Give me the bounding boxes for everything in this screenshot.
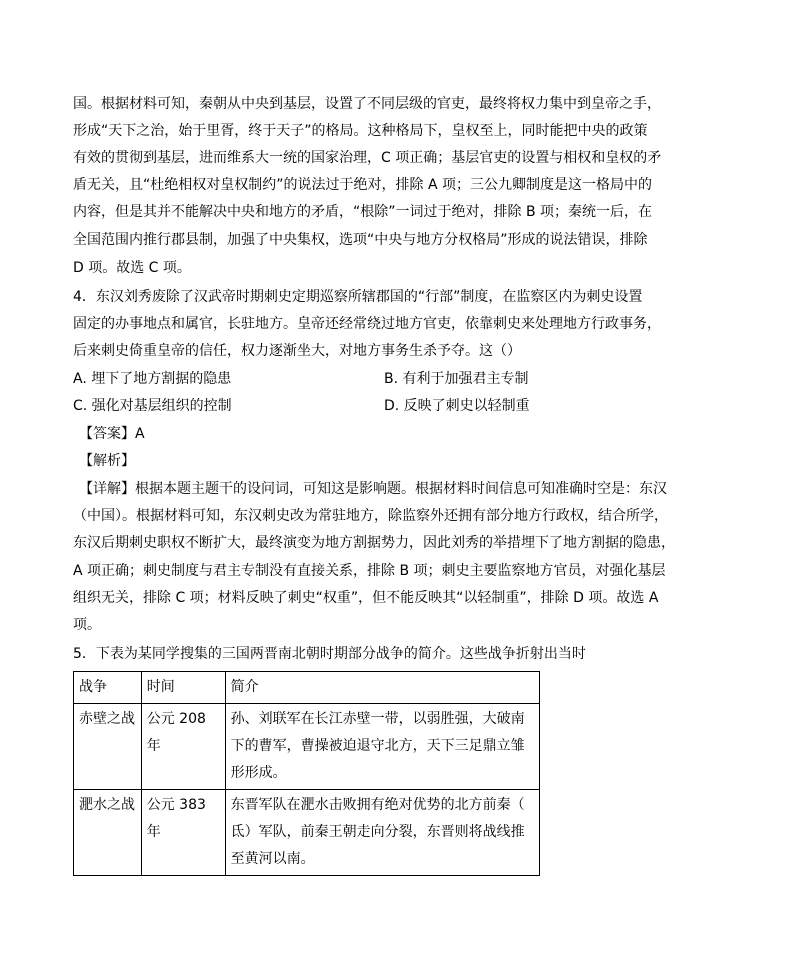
table-cell-war: 淝水之战 (74, 790, 142, 876)
intro-line: 下的曹军，曹操被迫退守北方，天下三足鼎立雏 (230, 738, 525, 754)
text-line: 内容，但是其并不能解决中央和地方的矛盾，“根除”一词过于绝对，排除 B 项；秦统一后，在 (73, 204, 653, 220)
question-stem: 后来刺史倚重皇帝的信任，权力逐渐坐大，对地方事务生杀予夺。这（） (73, 343, 521, 359)
intro-line: 至黄河以南。 (230, 851, 315, 867)
text-line: D 项。故选 C 项。 (73, 260, 191, 276)
intro-line: 孙、刘联军在长江赤壁一带，以弱胜强，大破南 (230, 711, 525, 727)
text-line: 形成“天下之治，始于里胥，终于天子”的格局。这种格局下，皇权至上，同时能把中央的政策 (73, 123, 648, 139)
text-line: 国。根据材料可知，秦朝从中央到基层，设置了不同层级的官吏，最终将权力集中到皇帝之手， (73, 96, 661, 112)
answer-label: 【答案】A (79, 426, 145, 442)
text-line: 有效的贯彻到基层，进而维系大一统的国家治理，C 项正确；基层官吏的设置与相权和皇权的矛 (73, 150, 662, 166)
detail-line: 【详解】根据本题主题干的设问词，可知这是影响题。根据材料时间信息可知准确时空是：东汉 (79, 481, 667, 497)
intro-line: 形形成。 (230, 765, 287, 781)
detail-line: 组织无关，排除 C 项；材料反映了刺史“权重”，但不能反映其“以轻制重”，排除 D 项。故选 A (73, 590, 659, 606)
text-line: 盾无关，且“杜绝相权对皇权制约”的说法过于绝对，排除 A 项；三公九卿制度是这一格局中的 (73, 177, 652, 193)
option-c: C. 强化对基层组织的控制 (73, 398, 232, 414)
detail-line: 项。 (73, 617, 101, 633)
table-cell-war: 赤壁之战 (74, 704, 142, 790)
detail-line: （中国）。根据材料可知，东汉刺史改为常驻地方，除监察外还拥有部分地方行政权，结合所学， (73, 508, 668, 524)
table-cell-time: 公元 208 年 (141, 704, 225, 790)
table-cell-intro (225, 790, 539, 876)
text-line: 全国范围内推行郡县制，加强了中央集权，选项“中央与地方分权格局”形成的说法错误，排除 (73, 232, 648, 248)
intro-line: 氐）军队，前秦王朝走向分裂，东晋则将战线推 (230, 824, 525, 840)
detail-line: A 项正确；刺史制度与君主专制没有直接关系，排除 B 项；刺史主要监察地方官员，对强化基层 (73, 563, 666, 579)
table-cell-time: 公元 383 年 (141, 790, 225, 876)
table-row (74, 790, 540, 876)
question-stem: 5．下表为某同学搜集的三国两晋南北朝时期部分战争的简介。这些战争折射出当时 (73, 646, 586, 662)
table-header-row (74, 672, 540, 704)
question-stem: 4．东汉刘秀废除了汉武帝时期刺史定期巡察所辖郡国的“行部”制度，在监察区内为刺史设置 (73, 289, 643, 305)
intro-line: 东晋军队在淝水击败拥有绝对优势的北方前秦（ (230, 797, 525, 813)
table-row (74, 704, 540, 790)
table-header: 战争 (74, 672, 142, 704)
option-b: B. 有利于加强君主专制 (384, 371, 529, 387)
table-cell-intro (225, 704, 539, 790)
wars-table (73, 671, 540, 876)
question-stem: 固定的办事地点和属官，长驻地方。皇帝还经常绕过地方官吏，依靠刺史来处理地方行政事务， (73, 316, 661, 332)
analysis-label: 【解析】 (79, 453, 135, 469)
table-header: 时间 (141, 672, 225, 704)
detail-line: 东汉后期刺史职权不断扩大，最终演变为地方割据势力，因此刘秀的举措埋下了地方割据的隐患， (73, 535, 675, 551)
option-a: A. 埋下了地方割据的隐患 (73, 371, 232, 387)
table-header: 简介 (225, 672, 539, 704)
option-d: D. 反映了刺史以轻制重 (384, 398, 530, 414)
